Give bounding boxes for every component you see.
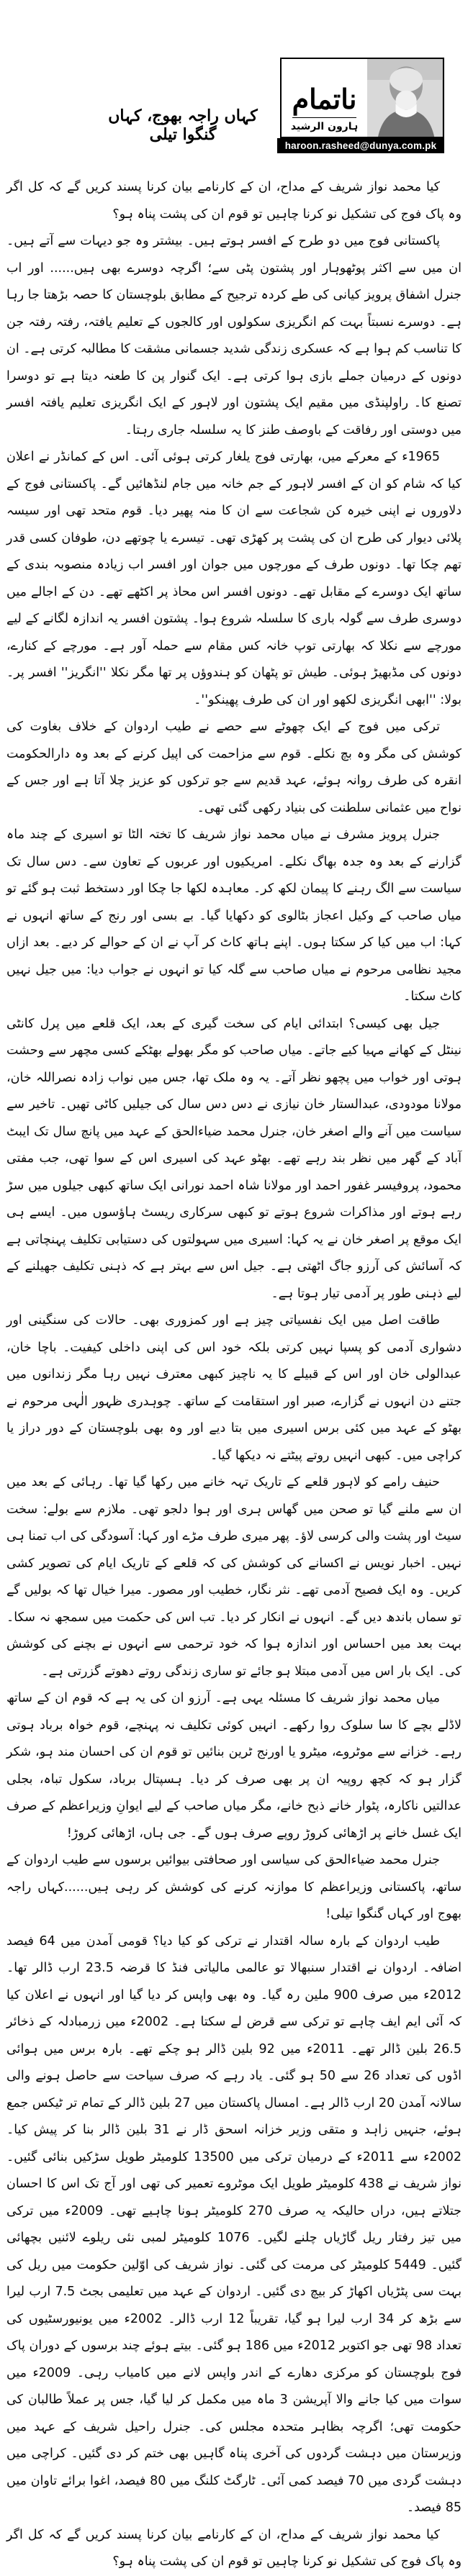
column-logo-title: ناتمام — [292, 83, 357, 116]
masthead-logo-side — [282, 59, 367, 137]
article-paragraph: کیا محمد نواز شریف کے مداح، ان کے کارنامے بیان کرنا پسند کریں گے کہ کل اگر وہ پاک فوج کی تشکیل نو کرنا چاہیں تو قوم ان کی پشت پناہ ہو؟ — [6, 2527, 462, 2569]
article-body — [0, 171, 468, 2576]
article-paragraph: جیل بھی کیسی؟ ابتدائی ایام کی سخت گیری کے بعد، ایک قلعے میں پرل کانٹی نینٹل کے کھانے مہیا کیے جاتے۔ میاں صاحب کو مگر بھولے بھٹکے کسی مچھر سے وحشت ہوتی اور خواب میں پچھو نظر آتے۔ یہ وہ ملک تھا، جس میں نواب زادہ نصراللہ خان، مولانا مودودی، عبدالستار خان نیازی نے دس دس سال کی جیلیں کاٹی تھیں۔ تاخیر سے سیاست میں آنے والے اصغر خان، جنرل محمد ضیاءالحق کے عہد میں پانچ سال تک ایبٹ آباد کے گھر میں نظر بند رہے تھے۔ بھٹو عہد کی اسیری اس کے سوا تھی، جب مفتی محمود، پروفیسر غفور احمد اور مولانا شاہ احمد نورانی ایک ساتھ کبھی جیلوں میں سڑ رہے ہوتے اور مذاکرات شروع ہوتے تو کبھی سرکاری ریسٹ ہاؤسوں میں۔ ایسے ہی ایک موقع پر اصغر خان نے یہ کہا: اسیری میں سہولتوں کی دستیابی تکلیف پہنچاتی ہے کہ آسائش کی آرزو جاگ اٹھتی ہے۔ جیل اس سے بہتر ہے کہ ذہنی تکلیف جھیلنے کے لیے ذہنی طور پر آدمی تیار ہوتا ہے۔ — [6, 1016, 462, 1301]
article-paragraph: جنرل پرویز مشرف نے میاں محمد نواز شریف کا تختہ الٹا تو اسیری کے چند ماہ گزارنے کے بعد وہ جدہ بھاگ نکلے۔ امریکیوں اور عربوں کے تعاون سے۔ دس سال تک سیاست سے الگ رہنے کا پیمان لکھ کر۔ معاہدہ لکھا جا چکا اور دستخط ثبت ہو گئے تو میاں صاحب کے وکیل اعجاز بٹالوی کو دکھایا گیا۔ بے بسی اور رنج کے ساتھ انہوں نے کہا: اب میں کیا کر سکتا ہوں۔ اپنے ہاتھ کاٹ کر آپ نے ان کے حوالے کر دیے۔ بعد ازاں مجید نظامی مرحوم نے میاں صاحب سے گلہ کیا تو انہوں نے جواب دیا: میں جیل نہیں کاٹ سکتا۔ — [6, 827, 462, 1004]
article-paragraph: طیب اردوان کے بارہ سالہ اقتدار نے ترکی کو کیا دیا؟ قومی آمدن میں 64 فیصد اضافہ۔ اردوان نے اقتدار سنبھالا تو عالمی مالیاتی فنڈ کا قرضہ 23.5 ارب ڈالر تھا۔ 2012ء میں صرف 900 ملین رہ گیا۔ وہ بھی واپس کر دیا گیا اور انہوں نے اعلان کیا کہ آئی ایم ایف چاہے تو ترکی سے قرض لے سکتا ہے۔ 2002ء میں زرمبادلہ کے ذخائر 26.5 بلین ڈالر تھے۔ 2011ء میں 92 بلین ڈالر ہو چکے تھے۔ بارہ برس میں ہوائی اڈوں کی تعداد 26 سے 50 ہو گئی۔ یاد رہے کہ صرف سیاحت سے حاصل ہونے والی سالانہ آمدن 20 ارب ڈالر ہے۔ امسال پاکستان میں 27 بلین ڈالر کے تمام تر ٹیکس جمع ہوئے، جنہیں زاہد و متقی وزیر خزانہ اسحق ڈار نے 31 بلین ڈالر بنا کر پیش کیا۔ 2002ء سے 2011ء کے درمیان ترکی میں 13500 کلومیٹر طویل سڑکیں بنائی گئیں۔ نواز شریف نے 438 کلومیٹر طویل ایک موٹروے تعمیر کی تھی اور آج تک اس کا احسان جتلاتے ہیں، دراں حالیکہ یہ صرف 270 کلومیٹر ہونا چاہیے تھی۔ 2009ء میں ترکی میں تیز رفتار ریل گاڑیاں چلنے لگیں۔ 1076 کلومیٹر لمبی نئی ریلوے لائنیں بچھائی گئیں۔ 5449 کلومیٹر کی مرمت کی گئی۔ نواز شریف کی اوّلین حکومت میں ریل کی بہت سی پٹڑیاں اکھاڑ کر بیچ دی گئیں۔ اردوان کے عہد میں تعلیمی بجٹ 7.5 ارب لیرا سے بڑھ کر 34 ارب لیرا ہو گیا، تقریباً 12 ارب ڈالر۔ 2002ء میں یونیورسٹیوں کی تعداد 98 تھی جو اکتوبر 2012ء میں 186 ہو گئی۔ بیتے ہوئے چند برسوں کے دوران پاک فوج بلوچستان کو مرکزی دھارے کے اندر واپس لانے میں کامیاب رہی۔ 2009ء میں سوات میں کیا جانے والا آپریشن 3 ماہ میں مکمل کر لیا گیا، جس پر عملاً طالبان کی حکومت تھی؛ اگرچہ بظاہر متحدہ مجلس کی۔ جنرل راحیل شریف کے عہد میں وزیرستان میں دہشت گردوں کی آخری پناہ گاہیں بھی ختم کر دی گئیں۔ کراچی میں دہشت گردی میں 70 فیصد کمی آئی۔ ٹارگٹ کلنگ میں 80 فیصد، اغوا برائے تاوان میں 85 فیصد۔ — [6, 1933, 462, 2515]
author-name: ہارون الرشید — [290, 121, 359, 132]
article-paragraph: ترکی میں فوج کے ایک چھوٹے سے حصے نے طیب اردوان کے خلاف بغاوت کی کوشش کی مگر وہ بچ نکلے۔ قوم سے مزاحمت کی اپیل کرنے کے بعد وہ دارالحکومت انقرہ کی طرف روانہ ہوئے، عہد قدیم سے جو ترکوں کو عزیز چلا آتا ہے اور جس کے نواح میں عثمانی سلطنت کی بنیاد رکھی گئی تھی۔ — [6, 720, 462, 815]
masthead-box — [280, 58, 444, 138]
column-headline: کہاں راجہ بھوج، کہاں گنگوا تیلی — [108, 106, 258, 144]
logo-divider — [292, 117, 357, 118]
article-paragraph: 1965ء کے معرکے میں، بھارتی فوج یلغار کرتی ہوئی آئی۔ اس کے کمانڈر نے اعلان کیا کہ شام کو ان کے افسر لاہور کے جم خانہ میں جام لنڈھائیں گے۔ پاکستانی فوج کے دلاوروں نے اپنی خیرہ کن شجاعت سے ان کا منہ پھیر دیا۔ قوم متحد تھی اور سیسہ پلائی دیوار کی طرح ان کی پشت پر کھڑی تھی۔ تیسرے یا چوتھے دن، طوفان کسی قدر تھم چکا تھا۔ دونوں طرف کے مورچوں میں جوان اور افسر اب زیادہ منصوبہ بندی کے ساتھ ایک دوسرے کے مقابل تھے۔ دونوں افسر اس محاذ پر اکٹھے تھے۔ دن کے اجالے میں دوسری طرف سے گولہ باری کا سلسلہ شروع ہوا۔ پشتون افسر یہ اندازہ لگانے کے لیے مورچے سے نکلا کہ بھارتی توپ خانہ کس مقام سے حملہ آور ہے۔ مورچے کے کنارے، دونوں کی مڈبھیڑ ہوئی۔ طیش تو پٹھان کو ہندوؤں پر تھا مگر نکلا ''انگریز'' افسر پر۔ بولا: ''ابھی انگریزی لکھو اور ان کی طرف پھینکو''۔ — [6, 450, 462, 707]
article-paragraph: طاقت اصل میں ایک نفسیاتی چیز ہے اور کمزوری بھی۔ حالات کی سنگینی اور دشواری آدمی کو پسپا نہیں کرتی بلکہ خود اس کی اپنی داخلی کیفیت۔ باچا خان، عبدالولی خان اور اس کے قبیلے کا یہ ناچیز کبھی معترف نہیں رہا مگر زندانوں میں جتنے دن انہوں نے گزارے، صبر اور استقامت کے ساتھ۔ چوہدری ظہور الٰہی مرحوم نے بھٹو کے عہد میں کئی برس اسیری میں بتا دیے اور وہ بھی بلوچستان کے دور دراز یا کراچی میں۔ کبھی انہیں روتے پیٹتے نہ دیکھا گیا۔ — [6, 1313, 462, 1463]
author-portrait-icon — [367, 59, 442, 137]
article-paragraph: حنیف رامے کو لاہور قلعے کے تاریک تہہ خانے میں رکھا گیا تھا۔ رہائی کے بعد میں ان سے ملنے گیا تو صحن میں گھاس ہری اور ہوا دلجو تھی۔ ملازم سے بولے: سخت سیٹ اور پشت والی کرسی لاؤ۔ پھر میری طرف مڑے اور کہا: آسودگی کی اب تمنا ہی نہیں۔ اخبار نویس نے اکسانے کی کوشش کی کہ قلعے کے تاریک ایام کی تصویر کشی کریں۔ وہ ایک فصیح آدمی تھے۔ نثر نگار، خطیب اور مصور۔ میرا خیال تھا کہ بولیں گے تو سماں باندھ دیں گے۔ انہوں نے انکار کر دیا۔ تب اس کی حکمت میں سمجھ نہ سکا۔ بہت بعد میں احساس اور اندازہ ہوا کہ خود ترحمی سے انہوں نے بچنے کی کوشش کی۔ ایک بار اس میں آدمی مبتلا ہو جائے تو ساری زندگی روتے دھوتے گزرتی ہے۔ — [6, 1475, 462, 1679]
column-header — [0, 0, 468, 171]
article-paragraph: میاں محمد نواز شریف کا مسئلہ یہی ہے۔ آرزو ان کی یہ ہے کہ قوم ان کے ساتھ لاڈلے بچے کا سا سلوک روا رکھے۔ انہیں کوئی تکلیف نہ پہنچے، قوم خواہ برباد ہوتی رہے۔ خزانے سے موٹروے، میٹرو یا اورنج ٹرین بنائیں تو قوم ان کی احسان مند ہو، شکر گزار ہو کہ کچھ روپیہ ان پر بھی صرف کر دیا۔ ہسپتال برباد، سکول تباہ، بجلی عدالتیں ناکارہ، پٹوار خانے ذبح خانے، مگر میاں صاحب کے لیے ایوانِ وزیراعظم کے صرف ایک غسل خانے پر اڑھائی کروڑ روپے صرف ہوں گے۔ جی ہاں، اڑھائی کروڑ! — [6, 1691, 462, 1841]
author-photo — [367, 59, 443, 137]
article-paragraph: پاکستانی فوج میں دو طرح کے افسر ہوتے ہیں۔ بیشتر وہ جو دیہات سے آتے ہیں۔ ان میں سے اکثر پوٹھوہار اور پشتون پٹی سے؛ اگرچہ دوسرے بھی ہیں...... اور اب جنرل اشفاق پرویز کیانی کی طے کردہ ترجیح کے مطابق بلوچستان کا حصہ بڑھتا جا رہا ہے۔ دوسرے نسبتاً بہت کم انگریزی سکولوں اور کالجوں کے تعلیم یافتہ، رفتہ رفتہ جن کا تناسب کم ہوا ہے کہ عسکری زندگی شدید جسمانی مشقت کا مطالبہ کرتی ہے۔ ان دونوں کے درمیان جملے بازی ہوا کرتی ہے۔ ایک گنوار پن کا طعنہ دیتا ہے تو دوسرا تصنع کا۔ راولپنڈی میں مقیم ایک پشتون اور لاہور کے ایک انگریزی تعلیم یافتہ افسر میں دوستی اور رفاقت کے باوصف طنز کا یہ سلسلہ جاری رہتا۔ — [6, 234, 462, 437]
article-paragraph: کیا محمد نواز شریف کے مداح، ان کے کارنامے بیان کرنا پسند کریں گے کہ کل اگر وہ پاک فوج کی تشکیل نو کرنا چاہیں تو قوم ان کی پشت پناہ ہو؟ — [6, 180, 462, 222]
article-paragraph: جنرل محمد ضیاءالحق کی سیاسی اور صحافتی بیوائیں برسوں سے طیب اردوان کے ساتھ، پاکستانی وزیراعظم کا موازنہ کرنے کی کوشش کر رہی ہیں......کہاں راجہ بھوج اور کہاں گنگوا تیلی! — [6, 1853, 462, 1921]
author-email-bar: haroon.rasheed@dunya.com.pk — [277, 138, 444, 153]
